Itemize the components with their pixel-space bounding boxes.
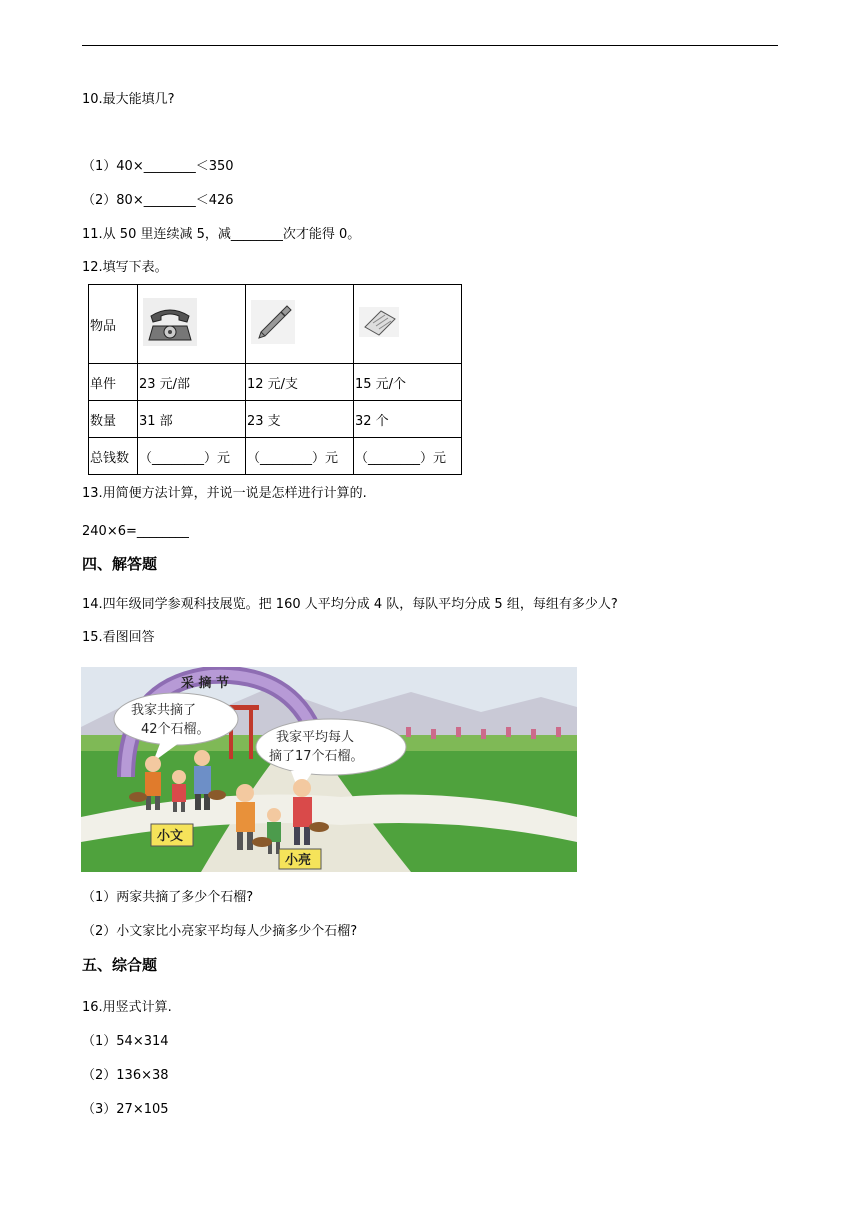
header-price: 单件 bbox=[89, 364, 138, 401]
q16-part3: （3）27×105 bbox=[82, 1102, 169, 1117]
total-cell: （________）元 bbox=[354, 438, 462, 475]
quantity-cell: 23 支 bbox=[246, 401, 354, 438]
header-quantity: 数量 bbox=[89, 401, 138, 438]
table-row bbox=[89, 285, 462, 364]
item-cell-notebook bbox=[354, 285, 462, 364]
bubble-right-line2: 摘了17个石榴。 bbox=[269, 749, 364, 764]
header-item: 物品 bbox=[89, 285, 138, 364]
q13-expression: 240×6=________ bbox=[82, 524, 189, 539]
item-cell-pen bbox=[246, 285, 354, 364]
q16-title: 16.用竖式计算. bbox=[82, 1000, 172, 1015]
header-rule bbox=[82, 45, 778, 46]
table-row bbox=[89, 364, 462, 401]
q15-part2: （2）小文家比小亮家平均每人少摘多少个石榴? bbox=[82, 924, 358, 939]
q11-text: 11.从 50 里连续减 5，减________次才能得 0。 bbox=[82, 227, 361, 242]
price-cell: 23 元/部 bbox=[138, 364, 246, 401]
item-cell-telephone bbox=[138, 285, 246, 364]
q10-title: 10.最大能填几? bbox=[82, 92, 175, 107]
pen-icon bbox=[251, 300, 295, 344]
q10-part2: （2）80×________＜426 bbox=[82, 193, 234, 208]
bubble-left-line2: 42个石榴。 bbox=[141, 722, 210, 737]
q15-title: 15.看图回答 bbox=[82, 630, 155, 645]
q16-part1: （1）54×314 bbox=[82, 1034, 169, 1049]
price-cell: 15 元/个 bbox=[354, 364, 462, 401]
price-table bbox=[88, 284, 462, 475]
bubble-left-line1: 我家共摘了 bbox=[131, 703, 197, 718]
q12-title: 12.填写下表。 bbox=[82, 260, 168, 275]
quantity-cell: 32 个 bbox=[354, 401, 462, 438]
quantity-cell: 31 部 bbox=[138, 401, 246, 438]
arch-text: 采 摘 节 bbox=[181, 676, 230, 691]
telephone-icon bbox=[143, 298, 197, 346]
picking-festival-illustration bbox=[81, 667, 577, 872]
q14-text: 14.四年级同学参观科技展览。把 160 人平均分成 4 队，每队平均分成 5 组，每组有多少人? bbox=[82, 597, 618, 612]
q10-part1: （1）40×________＜350 bbox=[82, 159, 234, 174]
table-row bbox=[89, 438, 462, 475]
header-total: 总钱数 bbox=[89, 438, 138, 475]
q15-part1: （1）两家共摘了多少个石榴? bbox=[82, 890, 254, 905]
label-xiaoliang: 小亮 bbox=[285, 853, 312, 868]
label-xiaowen: 小文 bbox=[157, 829, 184, 844]
notebook-icon bbox=[359, 307, 399, 337]
total-cell: （________）元 bbox=[138, 438, 246, 475]
price-cell: 12 元/支 bbox=[246, 364, 354, 401]
section-5-heading: 五、综合题 bbox=[82, 956, 158, 974]
section-4-heading: 四、解答题 bbox=[82, 555, 158, 573]
q16-part2: （2）136×38 bbox=[82, 1068, 169, 1083]
bubble-right-line1: 我家平均每人 bbox=[276, 730, 355, 745]
table-row bbox=[89, 401, 462, 438]
q13-title: 13.用简便方法计算，并说一说是怎样进行计算的. bbox=[82, 486, 367, 501]
total-cell: （________）元 bbox=[246, 438, 354, 475]
